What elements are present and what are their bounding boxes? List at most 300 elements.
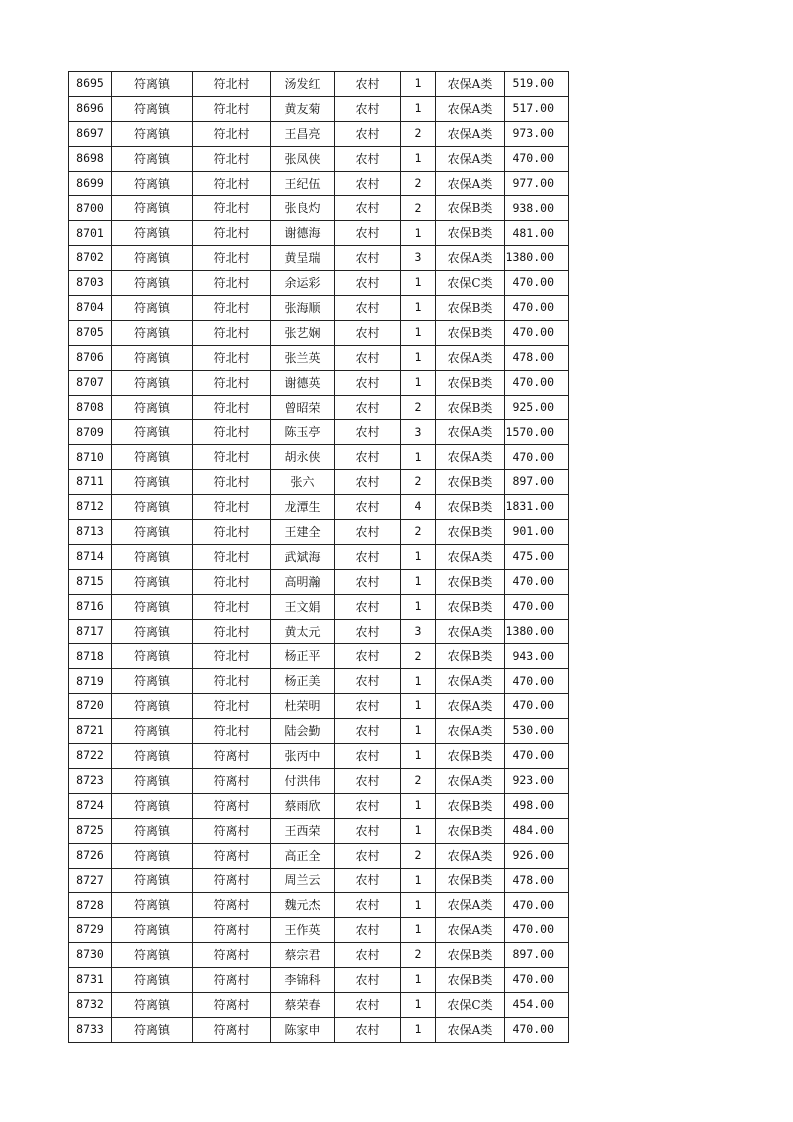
- cell-amount: 470.00: [505, 669, 569, 694]
- cell-name: 陆会勤: [271, 719, 335, 744]
- cell-town: 符离镇: [112, 569, 193, 594]
- cell-category: 农保A类: [436, 619, 505, 644]
- cell-category: 农保A类: [436, 96, 505, 121]
- cell-town: 符离镇: [112, 644, 193, 669]
- cell-amount: 470.00: [505, 296, 569, 321]
- cell-category: 农保A类: [436, 146, 505, 171]
- cell-category: 农保A类: [436, 768, 505, 793]
- cell-town: 符离镇: [112, 470, 193, 495]
- cell-amount: 484.00: [505, 818, 569, 843]
- cell-name: 高正全: [271, 843, 335, 868]
- cell-person-count: 2: [401, 943, 436, 968]
- cell-town: 符离镇: [112, 793, 193, 818]
- cell-household-type: 农村: [335, 345, 401, 370]
- cell-village: 符北村: [193, 72, 271, 97]
- cell-town: 符离镇: [112, 868, 193, 893]
- cell-id: 8717: [69, 619, 112, 644]
- cell-name: 王作英: [271, 918, 335, 943]
- cell-town: 符离镇: [112, 271, 193, 296]
- table-row: [69, 992, 569, 1017]
- cell-amount: 926.00: [505, 843, 569, 868]
- cell-name: 魏元杰: [271, 893, 335, 918]
- cell-village: 符北村: [193, 146, 271, 171]
- cell-category: 农保B类: [436, 594, 505, 619]
- table-row: [69, 694, 569, 719]
- cell-household-type: 农村: [335, 495, 401, 520]
- cell-id: 8705: [69, 320, 112, 345]
- cell-household-type: 农村: [335, 271, 401, 296]
- cell-id: 8715: [69, 569, 112, 594]
- cell-person-count: 2: [401, 121, 436, 146]
- cell-village: 符离村: [193, 768, 271, 793]
- cell-name: 周兰云: [271, 868, 335, 893]
- cell-town: 符离镇: [112, 968, 193, 993]
- cell-town: 符离镇: [112, 320, 193, 345]
- cell-id: 8733: [69, 1017, 112, 1042]
- cell-category: 农保B类: [436, 520, 505, 545]
- cell-id: 8695: [69, 72, 112, 97]
- cell-household-type: 农村: [335, 96, 401, 121]
- cell-household-type: 农村: [335, 744, 401, 769]
- cell-person-count: 1: [401, 818, 436, 843]
- cell-id: 8711: [69, 470, 112, 495]
- cell-name: 陈玉亭: [271, 420, 335, 445]
- cell-id: 8731: [69, 968, 112, 993]
- cell-category: 农保B类: [436, 370, 505, 395]
- cell-household-type: 农村: [335, 121, 401, 146]
- cell-amount: 897.00: [505, 943, 569, 968]
- cell-town: 符离镇: [112, 246, 193, 271]
- cell-household-type: 农村: [335, 370, 401, 395]
- cell-person-count: 1: [401, 669, 436, 694]
- cell-category: 农保A类: [436, 420, 505, 445]
- cell-amount: 470.00: [505, 1017, 569, 1042]
- cell-person-count: 3: [401, 619, 436, 644]
- cell-name: 张兰英: [271, 345, 335, 370]
- cell-person-count: 1: [401, 146, 436, 171]
- cell-name: 付洪伟: [271, 768, 335, 793]
- cell-town: 符离镇: [112, 72, 193, 97]
- cell-category: 农保A类: [436, 171, 505, 196]
- cell-amount: 973.00: [505, 121, 569, 146]
- cell-household-type: 农村: [335, 569, 401, 594]
- cell-village: 符离村: [193, 744, 271, 769]
- cell-name: 张艺娴: [271, 320, 335, 345]
- cell-household-type: 农村: [335, 594, 401, 619]
- cell-person-count: 1: [401, 893, 436, 918]
- cell-person-count: 2: [401, 395, 436, 420]
- cell-category: 农保B类: [436, 470, 505, 495]
- cell-person-count: 1: [401, 544, 436, 569]
- cell-town: 符离镇: [112, 843, 193, 868]
- cell-id: 8723: [69, 768, 112, 793]
- table-row: [69, 818, 569, 843]
- cell-category: 农保B类: [436, 644, 505, 669]
- cell-household-type: 农村: [335, 694, 401, 719]
- cell-amount: 478.00: [505, 868, 569, 893]
- table-row: [69, 246, 569, 271]
- cell-name: 谢德英: [271, 370, 335, 395]
- cell-name: 张六: [271, 470, 335, 495]
- cell-name: 曾昭荣: [271, 395, 335, 420]
- cell-amount: 530.00: [505, 719, 569, 744]
- cell-category: 农保B类: [436, 495, 505, 520]
- cell-household-type: 农村: [335, 221, 401, 246]
- cell-id: 8713: [69, 520, 112, 545]
- cell-category: 农保B类: [436, 968, 505, 993]
- cell-village: 符北村: [193, 246, 271, 271]
- cell-person-count: 1: [401, 569, 436, 594]
- records-table: [68, 71, 569, 1043]
- cell-household-type: 农村: [335, 943, 401, 968]
- cell-household-type: 农村: [335, 644, 401, 669]
- cell-id: 8707: [69, 370, 112, 395]
- cell-name: 蔡宗君: [271, 943, 335, 968]
- cell-town: 符离镇: [112, 1017, 193, 1042]
- cell-village: 符北村: [193, 470, 271, 495]
- cell-name: 杜荣明: [271, 694, 335, 719]
- cell-village: 符离村: [193, 793, 271, 818]
- cell-amount: 943.00: [505, 644, 569, 669]
- cell-id: 8719: [69, 669, 112, 694]
- cell-town: 符离镇: [112, 221, 193, 246]
- cell-name: 汤发红: [271, 72, 335, 97]
- table-row: [69, 96, 569, 121]
- cell-person-count: 1: [401, 96, 436, 121]
- cell-category: 农保B类: [436, 221, 505, 246]
- table-row: [69, 445, 569, 470]
- cell-category: 农保C类: [436, 992, 505, 1017]
- cell-category: 农保A类: [436, 719, 505, 744]
- cell-id: 8701: [69, 221, 112, 246]
- cell-town: 符离镇: [112, 619, 193, 644]
- cell-name: 王西荣: [271, 818, 335, 843]
- cell-name: 黄友菊: [271, 96, 335, 121]
- cell-category: 农保B类: [436, 320, 505, 345]
- cell-id: 8704: [69, 296, 112, 321]
- cell-id: 8716: [69, 594, 112, 619]
- cell-town: 符离镇: [112, 768, 193, 793]
- table-row: [69, 544, 569, 569]
- cell-amount: 470.00: [505, 694, 569, 719]
- cell-name: 黄呈瑞: [271, 246, 335, 271]
- cell-person-count: 1: [401, 968, 436, 993]
- cell-category: 农保A类: [436, 918, 505, 943]
- cell-name: 高明瀚: [271, 569, 335, 594]
- cell-town: 符离镇: [112, 345, 193, 370]
- table-row: [69, 370, 569, 395]
- table-row: [69, 768, 569, 793]
- cell-household-type: 农村: [335, 992, 401, 1017]
- cell-village: 符北村: [193, 719, 271, 744]
- cell-town: 符离镇: [112, 719, 193, 744]
- table-row: [69, 893, 569, 918]
- table-row: [69, 918, 569, 943]
- cell-village: 符北村: [193, 121, 271, 146]
- cell-person-count: 2: [401, 196, 436, 221]
- cell-village: 符北村: [193, 495, 271, 520]
- cell-household-type: 农村: [335, 669, 401, 694]
- cell-amount: 470.00: [505, 918, 569, 943]
- cell-name: 张凤侠: [271, 146, 335, 171]
- cell-village: 符北村: [193, 420, 271, 445]
- cell-amount: 1380.00: [505, 619, 569, 644]
- cell-amount: 478.00: [505, 345, 569, 370]
- cell-town: 符离镇: [112, 395, 193, 420]
- cell-town: 符离镇: [112, 370, 193, 395]
- cell-household-type: 农村: [335, 146, 401, 171]
- table-row: [69, 470, 569, 495]
- cell-town: 符离镇: [112, 445, 193, 470]
- cell-household-type: 农村: [335, 445, 401, 470]
- cell-category: 农保B类: [436, 744, 505, 769]
- cell-category: 农保A类: [436, 694, 505, 719]
- table-row: [69, 72, 569, 97]
- cell-person-count: 1: [401, 345, 436, 370]
- cell-town: 符离镇: [112, 171, 193, 196]
- cell-id: 8702: [69, 246, 112, 271]
- cell-village: 符北村: [193, 221, 271, 246]
- table-row: [69, 395, 569, 420]
- table-row: [69, 271, 569, 296]
- cell-household-type: 农村: [335, 843, 401, 868]
- cell-name: 陈家申: [271, 1017, 335, 1042]
- cell-category: 农保A类: [436, 893, 505, 918]
- cell-id: 8730: [69, 943, 112, 968]
- cell-amount: 923.00: [505, 768, 569, 793]
- cell-amount: 470.00: [505, 445, 569, 470]
- cell-household-type: 农村: [335, 246, 401, 271]
- cell-category: 农保A类: [436, 544, 505, 569]
- cell-id: 8706: [69, 345, 112, 370]
- table-row: [69, 594, 569, 619]
- cell-amount: 901.00: [505, 520, 569, 545]
- cell-household-type: 农村: [335, 968, 401, 993]
- cell-id: 8697: [69, 121, 112, 146]
- cell-person-count: 1: [401, 320, 436, 345]
- cell-name: 张海顺: [271, 296, 335, 321]
- cell-amount: 498.00: [505, 793, 569, 818]
- table-row: [69, 569, 569, 594]
- cell-category: 农保A类: [436, 669, 505, 694]
- cell-category: 农保C类: [436, 271, 505, 296]
- cell-name: 胡永侠: [271, 445, 335, 470]
- table-row: [69, 719, 569, 744]
- table-row: [69, 121, 569, 146]
- cell-name: 王纪伍: [271, 171, 335, 196]
- cell-village: 符北村: [193, 569, 271, 594]
- cell-household-type: 农村: [335, 719, 401, 744]
- cell-town: 符离镇: [112, 744, 193, 769]
- cell-village: 符北村: [193, 594, 271, 619]
- table-row: [69, 146, 569, 171]
- cell-category: 农保B类: [436, 196, 505, 221]
- table-row: [69, 221, 569, 246]
- table-row: [69, 520, 569, 545]
- cell-amount: 1831.00: [505, 495, 569, 520]
- cell-person-count: 1: [401, 992, 436, 1017]
- cell-amount: 925.00: [505, 395, 569, 420]
- cell-name: 杨正平: [271, 644, 335, 669]
- cell-name: 蔡荣春: [271, 992, 335, 1017]
- cell-village: 符北村: [193, 445, 271, 470]
- cell-id: 8708: [69, 395, 112, 420]
- cell-id: 8699: [69, 171, 112, 196]
- cell-town: 符离镇: [112, 893, 193, 918]
- cell-village: 符离村: [193, 868, 271, 893]
- cell-person-count: 1: [401, 296, 436, 321]
- cell-household-type: 农村: [335, 395, 401, 420]
- cell-name: 武斌海: [271, 544, 335, 569]
- cell-name: 黄太元: [271, 619, 335, 644]
- table-row: [69, 320, 569, 345]
- cell-town: 符离镇: [112, 121, 193, 146]
- cell-id: 8703: [69, 271, 112, 296]
- table-row: [69, 495, 569, 520]
- cell-village: 符离村: [193, 843, 271, 868]
- cell-village: 符北村: [193, 296, 271, 321]
- cell-person-count: 1: [401, 370, 436, 395]
- cell-id: 8728: [69, 893, 112, 918]
- cell-person-count: 1: [401, 918, 436, 943]
- cell-amount: 470.00: [505, 569, 569, 594]
- cell-name: 谢德海: [271, 221, 335, 246]
- cell-town: 符离镇: [112, 694, 193, 719]
- cell-name: 龙潭生: [271, 495, 335, 520]
- table-row: [69, 345, 569, 370]
- cell-town: 符离镇: [112, 918, 193, 943]
- cell-amount: 470.00: [505, 968, 569, 993]
- cell-village: 符离村: [193, 818, 271, 843]
- cell-household-type: 农村: [335, 296, 401, 321]
- cell-village: 符北村: [193, 96, 271, 121]
- cell-category: 农保A类: [436, 345, 505, 370]
- cell-person-count: 1: [401, 594, 436, 619]
- cell-household-type: 农村: [335, 918, 401, 943]
- cell-person-count: 1: [401, 1017, 436, 1042]
- table-row: [69, 196, 569, 221]
- cell-town: 符离镇: [112, 594, 193, 619]
- cell-id: 8712: [69, 495, 112, 520]
- cell-name: 王建全: [271, 520, 335, 545]
- cell-person-count: 1: [401, 72, 436, 97]
- cell-household-type: 农村: [335, 520, 401, 545]
- cell-id: 8732: [69, 992, 112, 1017]
- cell-name: 李锦科: [271, 968, 335, 993]
- cell-village: 符北村: [193, 320, 271, 345]
- table-row: [69, 943, 569, 968]
- cell-person-count: 1: [401, 719, 436, 744]
- cell-person-count: 1: [401, 694, 436, 719]
- cell-person-count: 2: [401, 768, 436, 793]
- cell-village: 符离村: [193, 893, 271, 918]
- cell-village: 符北村: [193, 171, 271, 196]
- table-row: [69, 793, 569, 818]
- table-row: [69, 420, 569, 445]
- cell-person-count: 3: [401, 420, 436, 445]
- cell-town: 符离镇: [112, 296, 193, 321]
- table-row: [69, 619, 569, 644]
- cell-amount: 977.00: [505, 171, 569, 196]
- cell-household-type: 农村: [335, 420, 401, 445]
- cell-town: 符离镇: [112, 96, 193, 121]
- cell-village: 符北村: [193, 694, 271, 719]
- cell-category: 农保B类: [436, 296, 505, 321]
- cell-amount: 470.00: [505, 744, 569, 769]
- cell-amount: 1570.00: [505, 420, 569, 445]
- cell-category: 农保A类: [436, 445, 505, 470]
- cell-name: 张丙中: [271, 744, 335, 769]
- cell-category: 农保A类: [436, 121, 505, 146]
- cell-household-type: 农村: [335, 768, 401, 793]
- cell-category: 农保A类: [436, 246, 505, 271]
- cell-household-type: 农村: [335, 320, 401, 345]
- cell-amount: 481.00: [505, 221, 569, 246]
- cell-id: 8722: [69, 744, 112, 769]
- table-row: [69, 171, 569, 196]
- cell-category: 农保B类: [436, 395, 505, 420]
- cell-town: 符离镇: [112, 420, 193, 445]
- cell-person-count: 1: [401, 868, 436, 893]
- cell-person-count: 2: [401, 520, 436, 545]
- table-row: [69, 868, 569, 893]
- cell-amount: 470.00: [505, 146, 569, 171]
- cell-amount: 897.00: [505, 470, 569, 495]
- cell-town: 符离镇: [112, 495, 193, 520]
- cell-id: 8700: [69, 196, 112, 221]
- cell-amount: 470.00: [505, 594, 569, 619]
- cell-amount: 938.00: [505, 196, 569, 221]
- records-body: [69, 72, 569, 1043]
- cell-category: 农保A类: [436, 72, 505, 97]
- cell-household-type: 农村: [335, 619, 401, 644]
- cell-id: 8696: [69, 96, 112, 121]
- table-row: [69, 1017, 569, 1042]
- cell-household-type: 农村: [335, 1017, 401, 1042]
- cell-person-count: 2: [401, 171, 436, 196]
- cell-household-type: 农村: [335, 470, 401, 495]
- cell-id: 8709: [69, 420, 112, 445]
- cell-category: 农保A类: [436, 843, 505, 868]
- cell-household-type: 农村: [335, 893, 401, 918]
- cell-amount: 454.00: [505, 992, 569, 1017]
- cell-village: 符北村: [193, 395, 271, 420]
- cell-village: 符离村: [193, 992, 271, 1017]
- table-row: [69, 296, 569, 321]
- cell-name: 张良灼: [271, 196, 335, 221]
- cell-category: 农保A类: [436, 1017, 505, 1042]
- cell-id: 8727: [69, 868, 112, 893]
- cell-id: 8721: [69, 719, 112, 744]
- cell-amount: 1380.00: [505, 246, 569, 271]
- cell-village: 符北村: [193, 345, 271, 370]
- cell-amount: 470.00: [505, 320, 569, 345]
- cell-town: 符离镇: [112, 669, 193, 694]
- cell-person-count: 1: [401, 793, 436, 818]
- cell-person-count: 1: [401, 271, 436, 296]
- cell-village: 符离村: [193, 943, 271, 968]
- cell-id: 8698: [69, 146, 112, 171]
- table-row: [69, 968, 569, 993]
- cell-village: 符离村: [193, 968, 271, 993]
- table-row: [69, 744, 569, 769]
- cell-village: 符北村: [193, 196, 271, 221]
- cell-name: 王昌亮: [271, 121, 335, 146]
- cell-town: 符离镇: [112, 520, 193, 545]
- cell-category: 农保B类: [436, 818, 505, 843]
- cell-person-count: 1: [401, 445, 436, 470]
- cell-name: 余运彩: [271, 271, 335, 296]
